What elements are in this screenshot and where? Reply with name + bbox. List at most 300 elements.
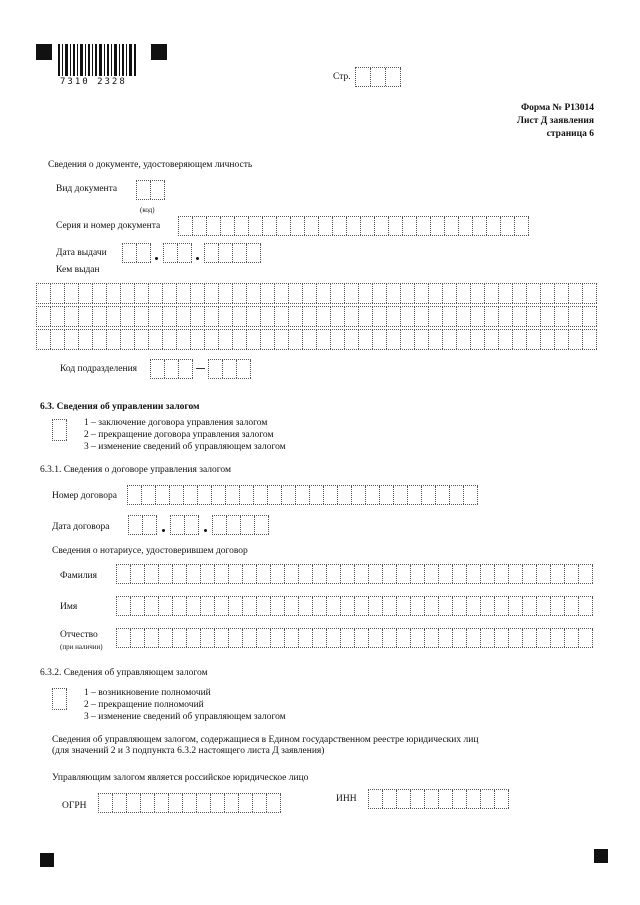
char-cell[interactable] (569, 307, 583, 326)
char-cell[interactable] (541, 307, 555, 326)
char-cell[interactable] (205, 307, 219, 326)
char-cell[interactable] (303, 307, 317, 326)
char-cell[interactable] (439, 629, 453, 647)
char-cell[interactable] (425, 597, 439, 615)
char-cell[interactable] (142, 486, 156, 504)
char-cell[interactable] (207, 217, 221, 235)
ogrn-field[interactable] (98, 793, 281, 813)
char-cell[interactable] (303, 330, 317, 349)
char-cell[interactable] (261, 307, 275, 326)
char-cell[interactable] (324, 486, 338, 504)
char-cell[interactable] (537, 565, 551, 583)
char-cell[interactable] (263, 217, 277, 235)
char-cell[interactable] (495, 629, 509, 647)
char-cell[interactable] (417, 217, 431, 235)
char-cell[interactable] (327, 565, 341, 583)
char-cell[interactable] (429, 307, 443, 326)
char-cell[interactable] (527, 284, 541, 303)
char-cell[interactable] (226, 486, 240, 504)
char-cell[interactable] (247, 307, 261, 326)
char-cell[interactable] (411, 597, 425, 615)
char-cell[interactable] (135, 330, 149, 349)
char-cell[interactable] (303, 284, 317, 303)
char-cell[interactable] (254, 486, 268, 504)
char-cell[interactable] (457, 330, 471, 349)
doc-type-field[interactable] (136, 180, 165, 200)
char-cell[interactable] (191, 284, 205, 303)
char-cell[interactable] (457, 284, 471, 303)
char-cell[interactable] (345, 284, 359, 303)
char-cell[interactable] (401, 330, 415, 349)
char-cell[interactable] (471, 284, 485, 303)
char-cell[interactable] (219, 307, 233, 326)
char-cell[interactable] (197, 794, 211, 812)
char-cell[interactable] (233, 330, 247, 349)
char-cell[interactable] (537, 597, 551, 615)
char-cell[interactable] (341, 629, 355, 647)
char-cell[interactable] (453, 629, 467, 647)
char-cell[interactable] (145, 629, 159, 647)
char-cell[interactable] (383, 565, 397, 583)
char-cell[interactable] (285, 629, 299, 647)
char-cell[interactable] (187, 565, 201, 583)
char-cell[interactable] (135, 307, 149, 326)
char-cell[interactable] (65, 284, 79, 303)
char-cell[interactable] (341, 597, 355, 615)
char-cell[interactable] (229, 597, 243, 615)
char-cell[interactable] (233, 284, 247, 303)
char-cell[interactable] (565, 565, 579, 583)
char-cell[interactable] (51, 307, 65, 326)
char-cell[interactable] (183, 794, 197, 812)
char-cell[interactable] (569, 284, 583, 303)
char-cell[interactable] (355, 597, 369, 615)
char-cell[interactable] (268, 486, 282, 504)
patronymic-field[interactable] (116, 628, 593, 648)
char-cell[interactable] (247, 284, 261, 303)
char-cell[interactable] (422, 486, 436, 504)
char-cell[interactable] (37, 307, 51, 326)
char-cell[interactable] (411, 790, 425, 808)
char-cell[interactable] (515, 217, 529, 235)
char-cell[interactable] (565, 597, 579, 615)
char-cell[interactable] (583, 284, 597, 303)
char-cell[interactable] (233, 307, 247, 326)
char-cell[interactable] (261, 330, 275, 349)
char-cell[interactable] (425, 790, 439, 808)
char-cell[interactable] (495, 790, 509, 808)
char-cell[interactable] (291, 217, 305, 235)
char-cell[interactable] (131, 629, 145, 647)
char-cell[interactable] (229, 629, 243, 647)
char-cell[interactable] (170, 486, 184, 504)
char-cell[interactable] (411, 565, 425, 583)
section-6-3-choice[interactable] (52, 419, 67, 441)
char-cell[interactable] (93, 284, 107, 303)
char-cell[interactable] (271, 629, 285, 647)
char-cell[interactable] (277, 217, 291, 235)
char-cell[interactable] (415, 307, 429, 326)
char-cell[interactable] (394, 486, 408, 504)
char-cell[interactable] (429, 330, 443, 349)
char-cell[interactable] (471, 307, 485, 326)
char-cell[interactable] (473, 217, 487, 235)
char-cell[interactable] (459, 217, 473, 235)
char-cell[interactable] (397, 565, 411, 583)
char-cell[interactable] (275, 284, 289, 303)
char-cell[interactable] (93, 307, 107, 326)
char-cell[interactable] (275, 330, 289, 349)
char-cell[interactable] (523, 629, 537, 647)
char-cell[interactable] (163, 284, 177, 303)
char-cell[interactable] (215, 629, 229, 647)
char-cell[interactable] (107, 330, 121, 349)
char-cell[interactable] (219, 330, 233, 349)
char-cell[interactable] (387, 330, 401, 349)
char-cell[interactable] (257, 629, 271, 647)
char-cell[interactable] (383, 597, 397, 615)
char-cell[interactable] (267, 794, 281, 812)
char-cell[interactable] (338, 486, 352, 504)
char-cell[interactable] (51, 284, 65, 303)
char-cell[interactable] (159, 565, 173, 583)
contract-number-field[interactable] (127, 485, 478, 505)
char-cell[interactable] (37, 284, 51, 303)
char-cell[interactable] (555, 284, 569, 303)
char-cell[interactable] (485, 307, 499, 326)
char-cell[interactable] (243, 597, 257, 615)
char-cell[interactable] (457, 307, 471, 326)
char-cell[interactable] (107, 307, 121, 326)
char-cell[interactable] (177, 307, 191, 326)
char-cell[interactable] (187, 597, 201, 615)
char-cell[interactable] (499, 330, 513, 349)
char-cell[interactable] (499, 307, 513, 326)
char-cell[interactable] (173, 597, 187, 615)
char-cell[interactable] (565, 629, 579, 647)
char-cell[interactable] (149, 330, 163, 349)
contract-day-field[interactable] (128, 515, 157, 535)
char-cell[interactable] (429, 284, 443, 303)
char-cell[interactable] (285, 597, 299, 615)
char-cell[interactable] (389, 217, 403, 235)
issued-by-row-2[interactable] (36, 306, 597, 327)
char-cell[interactable] (383, 790, 397, 808)
char-cell[interactable] (551, 565, 565, 583)
char-cell[interactable] (191, 307, 205, 326)
char-cell[interactable] (485, 284, 499, 303)
char-cell[interactable] (117, 565, 131, 583)
char-cell[interactable] (191, 330, 205, 349)
char-cell[interactable] (359, 284, 373, 303)
char-cell[interactable] (79, 284, 93, 303)
char-cell[interactable] (509, 629, 523, 647)
char-cell[interactable] (523, 565, 537, 583)
char-cell[interactable] (439, 565, 453, 583)
char-cell[interactable] (541, 284, 555, 303)
char-cell[interactable] (425, 629, 439, 647)
page-number-field[interactable] (355, 67, 401, 87)
char-cell[interactable] (177, 284, 191, 303)
surname-field[interactable] (116, 564, 593, 584)
char-cell[interactable] (387, 284, 401, 303)
char-cell[interactable] (355, 629, 369, 647)
char-cell[interactable] (527, 330, 541, 349)
char-cell[interactable] (583, 330, 597, 349)
char-cell[interactable] (569, 330, 583, 349)
char-cell[interactable] (331, 307, 345, 326)
contract-month-field[interactable] (170, 515, 199, 535)
char-cell[interactable] (201, 629, 215, 647)
char-cell[interactable] (408, 486, 422, 504)
char-cell[interactable] (359, 330, 373, 349)
char-cell[interactable] (313, 597, 327, 615)
char-cell[interactable] (555, 307, 569, 326)
char-cell[interactable] (415, 284, 429, 303)
char-cell[interactable] (373, 284, 387, 303)
char-cell[interactable] (327, 597, 341, 615)
char-cell[interactable] (117, 597, 131, 615)
char-cell[interactable] (366, 486, 380, 504)
char-cell[interactable] (467, 629, 481, 647)
char-cell[interactable] (555, 330, 569, 349)
char-cell[interactable] (239, 794, 253, 812)
char-cell[interactable] (271, 565, 285, 583)
char-cell[interactable] (205, 284, 219, 303)
char-cell[interactable] (93, 330, 107, 349)
char-cell[interactable] (121, 307, 135, 326)
char-cell[interactable] (523, 597, 537, 615)
char-cell[interactable] (495, 597, 509, 615)
char-cell[interactable] (159, 629, 173, 647)
dept-code-part2[interactable] (208, 359, 251, 379)
char-cell[interactable] (159, 597, 173, 615)
char-cell[interactable] (184, 486, 198, 504)
char-cell[interactable] (453, 565, 467, 583)
char-cell[interactable] (169, 794, 183, 812)
char-cell[interactable] (359, 307, 373, 326)
char-cell[interactable] (247, 330, 261, 349)
char-cell[interactable] (341, 565, 355, 583)
issue-month-field[interactable] (163, 243, 192, 263)
char-cell[interactable] (499, 284, 513, 303)
char-cell[interactable] (467, 790, 481, 808)
char-cell[interactable] (513, 330, 527, 349)
issue-day-field[interactable] (122, 243, 151, 263)
char-cell[interactable] (373, 307, 387, 326)
char-cell[interactable] (212, 486, 226, 504)
char-cell[interactable] (313, 565, 327, 583)
char-cell[interactable] (271, 597, 285, 615)
char-cell[interactable] (215, 565, 229, 583)
char-cell[interactable] (425, 565, 439, 583)
char-cell[interactable] (261, 284, 275, 303)
char-cell[interactable] (275, 307, 289, 326)
char-cell[interactable] (149, 307, 163, 326)
char-cell[interactable] (163, 330, 177, 349)
char-cell[interactable] (117, 629, 131, 647)
char-cell[interactable] (37, 330, 51, 349)
char-cell[interactable] (155, 794, 169, 812)
char-cell[interactable] (445, 217, 459, 235)
char-cell[interactable] (253, 794, 267, 812)
char-cell[interactable] (403, 217, 417, 235)
char-cell[interactable] (243, 629, 257, 647)
char-cell[interactable] (443, 307, 457, 326)
char-cell[interactable] (397, 629, 411, 647)
char-cell[interactable] (310, 486, 324, 504)
char-cell[interactable] (380, 486, 394, 504)
char-cell[interactable] (485, 330, 499, 349)
char-cell[interactable] (439, 790, 453, 808)
char-cell[interactable] (443, 284, 457, 303)
char-cell[interactable] (583, 307, 597, 326)
char-cell[interactable] (541, 330, 555, 349)
char-cell[interactable] (411, 629, 425, 647)
char-cell[interactable] (436, 486, 450, 504)
char-cell[interactable] (65, 307, 79, 326)
char-cell[interactable] (369, 597, 383, 615)
char-cell[interactable] (317, 330, 331, 349)
name-field[interactable] (116, 596, 593, 616)
char-cell[interactable] (487, 217, 501, 235)
char-cell[interactable] (198, 486, 212, 504)
char-cell[interactable] (131, 597, 145, 615)
char-cell[interactable] (289, 307, 303, 326)
char-cell[interactable] (481, 597, 495, 615)
char-cell[interactable] (285, 565, 299, 583)
char-cell[interactable] (79, 307, 93, 326)
char-cell[interactable] (471, 330, 485, 349)
char-cell[interactable] (345, 307, 359, 326)
char-cell[interactable] (317, 284, 331, 303)
char-cell[interactable] (443, 330, 457, 349)
char-cell[interactable] (327, 629, 341, 647)
inn-field[interactable] (368, 789, 509, 809)
char-cell[interactable] (187, 629, 201, 647)
char-cell[interactable] (501, 217, 515, 235)
char-cell[interactable] (352, 486, 366, 504)
char-cell[interactable] (99, 794, 113, 812)
char-cell[interactable] (495, 565, 509, 583)
char-cell[interactable] (551, 629, 565, 647)
char-cell[interactable] (225, 794, 239, 812)
char-cell[interactable] (383, 629, 397, 647)
char-cell[interactable] (401, 284, 415, 303)
char-cell[interactable] (450, 486, 464, 504)
char-cell[interactable] (527, 307, 541, 326)
contract-year-field[interactable] (212, 515, 269, 535)
char-cell[interactable] (121, 284, 135, 303)
char-cell[interactable] (397, 597, 411, 615)
char-cell[interactable] (579, 629, 593, 647)
dept-code-part1[interactable] (150, 359, 193, 379)
char-cell[interactable] (551, 597, 565, 615)
char-cell[interactable] (319, 217, 333, 235)
char-cell[interactable] (369, 565, 383, 583)
char-cell[interactable] (513, 284, 527, 303)
char-cell[interactable] (205, 330, 219, 349)
char-cell[interactable] (401, 307, 415, 326)
char-cell[interactable] (397, 790, 411, 808)
char-cell[interactable] (201, 597, 215, 615)
char-cell[interactable] (211, 794, 225, 812)
char-cell[interactable] (177, 330, 191, 349)
char-cell[interactable] (369, 629, 383, 647)
char-cell[interactable] (355, 565, 369, 583)
char-cell[interactable] (415, 330, 429, 349)
char-cell[interactable] (156, 486, 170, 504)
char-cell[interactable] (128, 486, 142, 504)
issue-year-field[interactable] (204, 243, 261, 263)
char-cell[interactable] (173, 565, 187, 583)
char-cell[interactable] (135, 284, 149, 303)
char-cell[interactable] (369, 790, 383, 808)
char-cell[interactable] (221, 217, 235, 235)
char-cell[interactable] (345, 330, 359, 349)
char-cell[interactable] (121, 330, 135, 349)
char-cell[interactable] (439, 597, 453, 615)
char-cell[interactable] (299, 629, 313, 647)
char-cell[interactable] (107, 284, 121, 303)
char-cell[interactable] (215, 597, 229, 615)
char-cell[interactable] (201, 565, 215, 583)
char-cell[interactable] (219, 284, 233, 303)
char-cell[interactable] (509, 597, 523, 615)
char-cell[interactable] (163, 307, 177, 326)
char-cell[interactable] (193, 217, 207, 235)
char-cell[interactable] (467, 597, 481, 615)
char-cell[interactable] (579, 597, 593, 615)
char-cell[interactable] (79, 330, 93, 349)
char-cell[interactable] (51, 330, 65, 349)
char-cell[interactable] (141, 794, 155, 812)
char-cell[interactable] (65, 330, 79, 349)
char-cell[interactable] (296, 486, 310, 504)
char-cell[interactable] (305, 217, 319, 235)
char-cell[interactable] (361, 217, 375, 235)
char-cell[interactable] (282, 486, 296, 504)
char-cell[interactable] (289, 330, 303, 349)
char-cell[interactable] (173, 629, 187, 647)
char-cell[interactable] (289, 284, 303, 303)
section-6-3-2-choice[interactable] (52, 688, 67, 710)
char-cell[interactable] (464, 486, 478, 504)
char-cell[interactable] (537, 629, 551, 647)
char-cell[interactable] (249, 217, 263, 235)
char-cell[interactable] (299, 597, 313, 615)
char-cell[interactable] (145, 565, 159, 583)
char-cell[interactable] (299, 565, 313, 583)
char-cell[interactable] (229, 565, 243, 583)
char-cell[interactable] (333, 217, 347, 235)
char-cell[interactable] (243, 565, 257, 583)
issued-by-row-3[interactable] (36, 329, 597, 350)
char-cell[interactable] (113, 794, 127, 812)
char-cell[interactable] (481, 565, 495, 583)
char-cell[interactable] (317, 307, 331, 326)
char-cell[interactable] (453, 597, 467, 615)
char-cell[interactable] (240, 486, 254, 504)
char-cell[interactable] (509, 565, 523, 583)
char-cell[interactable] (375, 217, 389, 235)
char-cell[interactable] (453, 790, 467, 808)
char-cell[interactable] (179, 217, 193, 235)
char-cell[interactable] (373, 330, 387, 349)
char-cell[interactable] (149, 284, 163, 303)
char-cell[interactable] (257, 597, 271, 615)
char-cell[interactable] (387, 307, 401, 326)
